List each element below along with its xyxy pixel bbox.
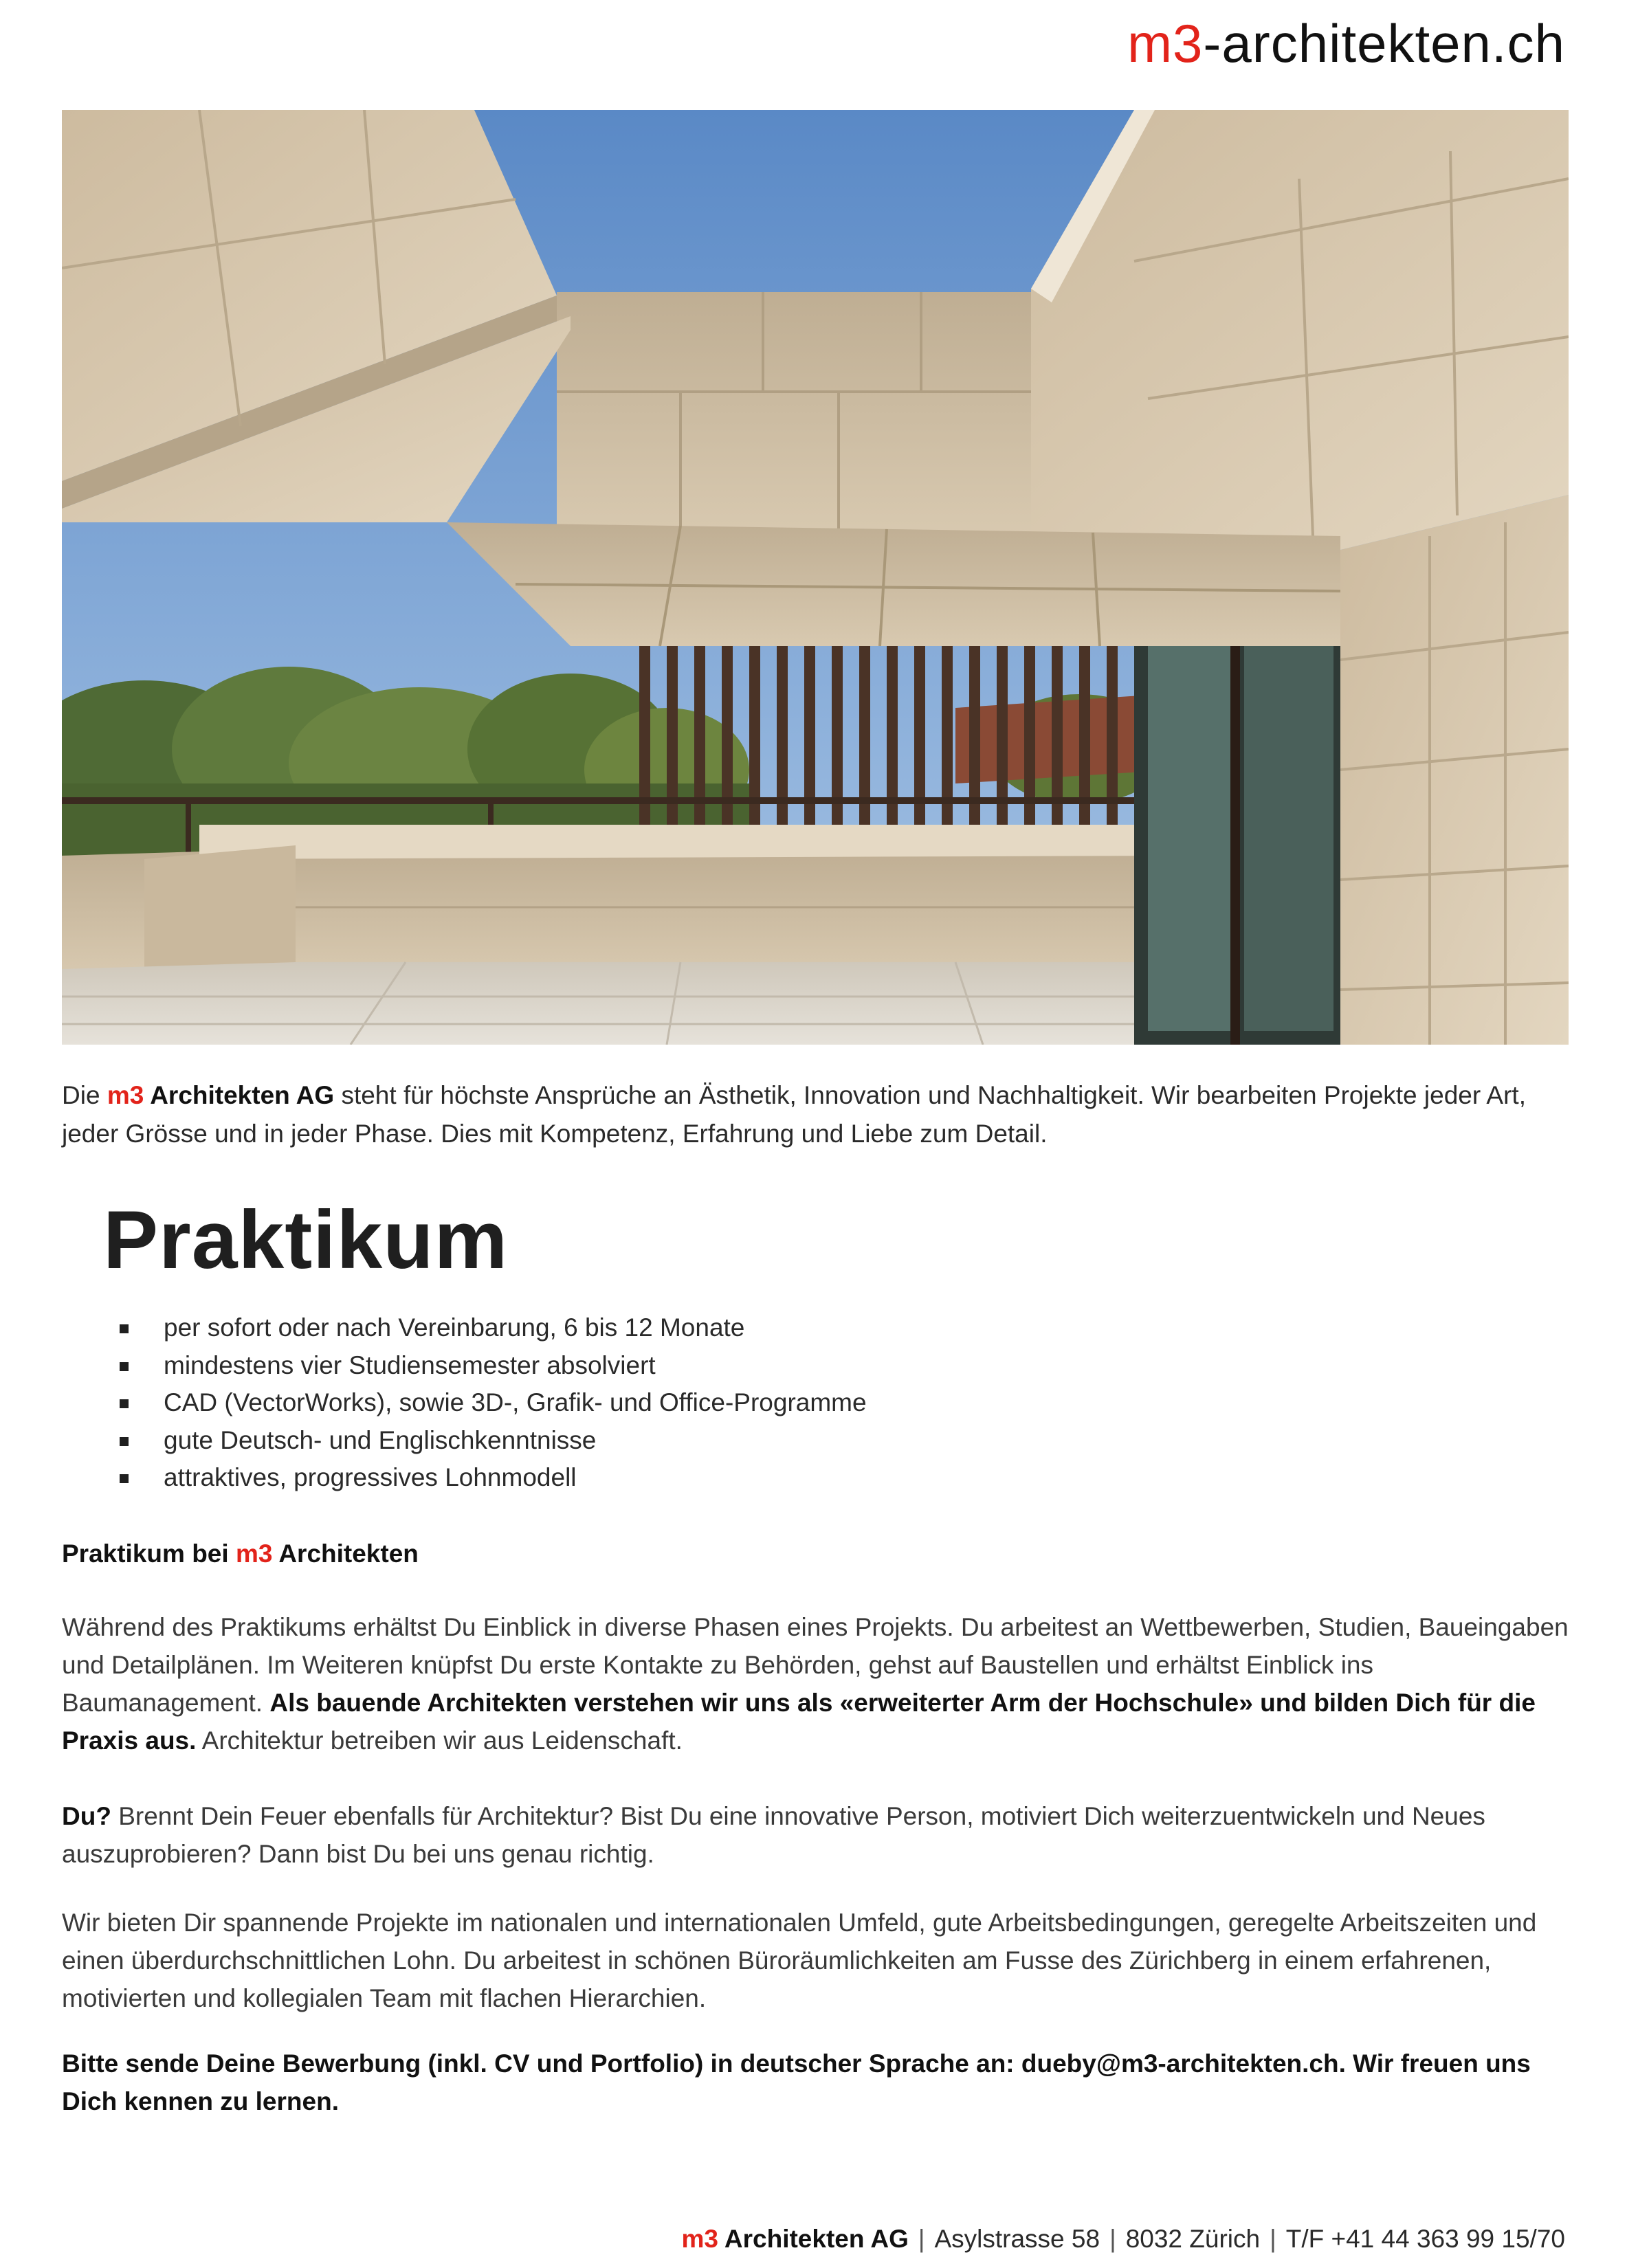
glass-doors: [1134, 632, 1347, 1045]
list-item: CAD (VectorWorks), sowie 3D-, Grafik- und Office-Programme: [110, 1384, 867, 1422]
company-logo: [1127, 12, 1565, 75]
list-item: gute Deutsch- und Englischkenntnisse: [110, 1422, 867, 1460]
requirements-list: [110, 1309, 867, 1497]
list-item: attraktives, progressives Lohnmodell: [110, 1459, 867, 1497]
right-overhang: [1031, 110, 1569, 550]
p1-text: Während des Praktikums erhältst Du Einblick in diverse Phasen eines Projekts. Du arbeitest an Wettbewerben, Studien, Baueingaben und Detailplänen. Im Weiteren knüpfst Du erste Kontakte zu Behörden, gehst auf Baustellen und erhältst Einblick ins Baumanagement.: [62, 1613, 1569, 1717]
paragraph-you: [62, 1797, 1574, 1873]
p1-end: Architektur betreiben wir aus Leidenschaft.: [196, 1726, 683, 1755]
intro-text: steht für höchste Ansprüche an Ästhetik, Innovation und Nachhaltigkeit. Wir bearbeiten Projekte jeder Art, jeder Grösse und in jeder Phase. Dies mit Kompetenz, Erfahrung und Liebe zum Detail.: [62, 1081, 1526, 1148]
p1-bold: Als bauende Architekten verstehen wir uns als «erweiterter Arm der Hochschule» und bilden Dich für die Praxis aus.: [62, 1689, 1536, 1755]
intro-prefix: Die: [62, 1081, 107, 1109]
right-wall: [1340, 495, 1569, 1045]
paragraph-application: Bitte sende Deine Bewerbung (inkl. CV und Portfolio) in deutscher Sprache an: dueby@m3-architekten.ch. Wir freuen uns Dich kennen zu lernen.: [62, 2049, 1531, 2115]
logo-brand: m3: [1127, 13, 1204, 74]
section-heading: [62, 1539, 419, 1568]
footer-phone: T/F +41 44 363 99 15/70: [1285, 2225, 1565, 2253]
intro-brand: m3: [107, 1081, 144, 1109]
subhead-brand: m3: [235, 1539, 273, 1568]
list-item: mindestens vier Studiensemester absolviert: [110, 1347, 867, 1385]
parapet: [62, 825, 1175, 983]
footer-street: Asylstrasse 58: [934, 2225, 1100, 2253]
p2-bold: Du?: [62, 1802, 111, 1830]
footer-brand: m3: [681, 2225, 718, 2253]
terrace-photo: [62, 110, 1569, 1045]
paragraph-offer: [62, 1904, 1574, 2017]
intro-company: Architekten AG: [144, 1081, 335, 1109]
page-title: Praktikum: [103, 1194, 509, 1286]
logo-domain: -architekten.ch: [1203, 13, 1565, 74]
footer-company: Architekten AG: [718, 2225, 909, 2253]
paragraph-internship: [62, 1608, 1574, 1759]
subhead-prefix: Praktikum bei: [62, 1539, 236, 1568]
p2-text: Brennt Dein Feuer ebenfalls für Architektur? Bist Du eine innovative Person, motiviert Dich weiterzuentwickeln und Neues auszuprobieren? Dann bist Du bei uns genau richtig.: [62, 1802, 1485, 1868]
terrace-illustration: [62, 110, 1569, 1045]
subhead-suffix: Architekten: [272, 1539, 419, 1568]
intro-paragraph: [62, 1076, 1574, 1153]
footer-separator: |: [1270, 2225, 1276, 2253]
footer-separator: |: [1109, 2225, 1116, 2253]
p3-text: Wir bieten Dir spannende Projekte im nationalen und internationalen Umfeld, gute Arbeitsbedingungen, geregelte Arbeitszeiten und einen überdurchschnittlichen Lohn. Du arbeitest in schönen Büroräumlichkeiten am Fusse des Zürichberg in einem erfahrenen, motivierten und kollegialen Team mit flachen Hierarchien.: [62, 1909, 1537, 2012]
list-item: per sofort oder nach Vereinbarung, 6 bis 12 Monate: [110, 1309, 867, 1347]
footer-city: 8032 Zürich: [1125, 2225, 1261, 2253]
footer-separator: |: [918, 2225, 925, 2253]
footer-address: [682, 2225, 1566, 2254]
